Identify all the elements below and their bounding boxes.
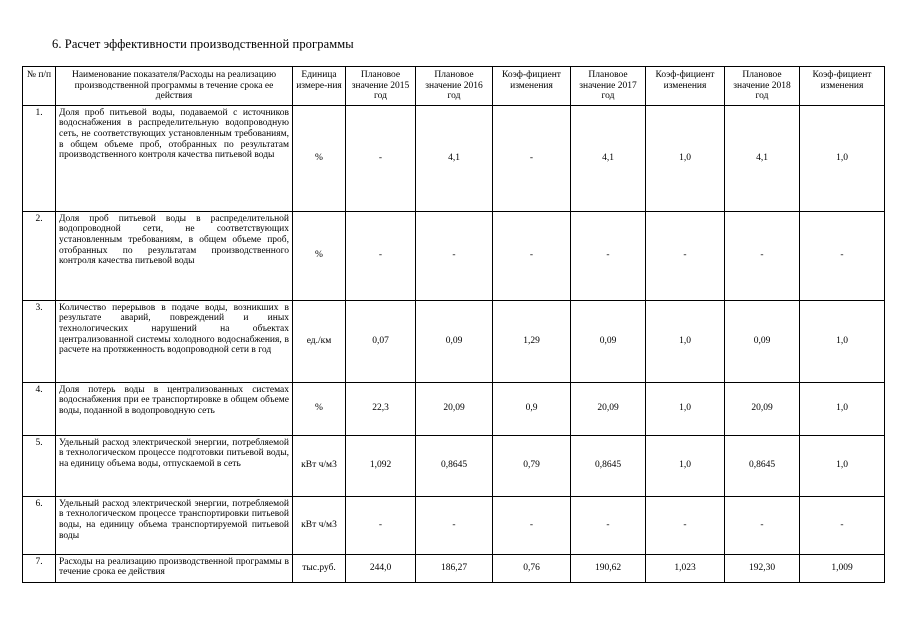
row-number: 6. [23, 496, 56, 554]
plan-2018-cell: - [725, 211, 800, 300]
plan-2017-cell: - [571, 211, 646, 300]
coef-2016-cell: 0,9 [493, 382, 571, 435]
coef-2017-cell: - [646, 496, 725, 554]
indicator-name: Удельный расход электрической энергии, потребляемой в технологическом процессе подготовки питьевой воды, на единицу объема воды, отпускаемой в сеть [56, 435, 293, 496]
plan-2016-cell: - [416, 496, 493, 554]
coef-2016-cell: 1,29 [493, 300, 571, 382]
coef-2017-cell: 1,0 [646, 435, 725, 496]
plan-2016-cell: 0,09 [416, 300, 493, 382]
plan-2018-cell: 20,09 [725, 382, 800, 435]
table-row [23, 496, 885, 554]
coef-2017-cell: 1,0 [646, 105, 725, 211]
indicator-name: Удельный расход электрической энергии, потребляемой в технологическом процессе транспортировки питьевой воды, на единицу объема транспортируемой питьевой воды [56, 496, 293, 554]
plan-2017-cell: 0,8645 [571, 435, 646, 496]
plan-2016-cell: 20,09 [416, 382, 493, 435]
table-row [23, 300, 885, 382]
plan-2016-cell: 0,8645 [416, 435, 493, 496]
table-row [23, 435, 885, 496]
header-num: № п/п [23, 67, 56, 106]
row-number: 7. [23, 554, 56, 582]
table-row [23, 211, 885, 300]
plan-2015-cell: - [346, 105, 416, 211]
header-plan-2017: Плановое значение 2017 год [571, 67, 646, 106]
plan-2015-cell: 1,092 [346, 435, 416, 496]
plan-2017-cell: - [571, 496, 646, 554]
plan-2015-cell: 244,0 [346, 554, 416, 582]
coef-2018-cell: 1,009 [800, 554, 885, 582]
coef-2018-cell: - [800, 211, 885, 300]
header-coef-2017: Коэф-фициент изменения [646, 67, 725, 106]
unit-cell: ед./км [293, 300, 346, 382]
plan-2015-cell: - [346, 211, 416, 300]
plan-2018-cell: 0,09 [725, 300, 800, 382]
plan-2018-cell: - [725, 496, 800, 554]
coef-2017-cell: 1,023 [646, 554, 725, 582]
indicator-name: Доля потерь воды в централизованных системах водоснабжения при ее транспортировке в общем объеме воды, поданной в водопроводную сеть [56, 382, 293, 435]
row-number: 2. [23, 211, 56, 300]
header-coef-2016: Коэф-фициент изменения [493, 67, 571, 106]
plan-2016-cell: - [416, 211, 493, 300]
row-number: 1. [23, 105, 56, 211]
unit-cell: тыс.руб. [293, 554, 346, 582]
coef-2016-cell: - [493, 105, 571, 211]
coef-2018-cell: - [800, 496, 885, 554]
header-plan-2016: Плановое значение 2016 год [416, 67, 493, 106]
coef-2017-cell: 1,0 [646, 300, 725, 382]
plan-2016-cell: 4,1 [416, 105, 493, 211]
coef-2016-cell: - [493, 496, 571, 554]
plan-2018-cell: 4,1 [725, 105, 800, 211]
unit-cell: кВт ч/м3 [293, 435, 346, 496]
header-plan-2015: Плановое значение 2015 год [346, 67, 416, 106]
plan-2017-cell: 190,62 [571, 554, 646, 582]
plan-2015-cell: 22,3 [346, 382, 416, 435]
plan-2016-cell: 186,27 [416, 554, 493, 582]
indicator-name: Доля проб питьевой воды в распределительной водопроводной сети, не соответствующих установленным требованиям, в общем объеме проб, отобранных по результатам производственного контроля качества питьевой воды [56, 211, 293, 300]
coef-2017-cell: - [646, 211, 725, 300]
plan-2018-cell: 0,8645 [725, 435, 800, 496]
unit-cell: % [293, 105, 346, 211]
section-title: 6. Расчет эффективности производственной программы [52, 37, 354, 51]
row-number: 3. [23, 300, 56, 382]
unit-cell: % [293, 211, 346, 300]
plan-2015-cell: 0,07 [346, 300, 416, 382]
plan-2017-cell: 0,09 [571, 300, 646, 382]
efficiency-table [22, 66, 885, 583]
plan-2018-cell: 192,30 [725, 554, 800, 582]
indicator-name: Количество перерывов в подаче воды, возникших в результате аварий, повреждений и иных технологических нарушений на объектах централизованной системы холодного водоснабжения, в расчете на протяженность водопроводной сети в год [56, 300, 293, 382]
table-row [23, 105, 885, 211]
header-name: Наименование показателя/Расходы на реализацию производственной программы в течение срока ее действия [56, 67, 293, 106]
coef-2018-cell: 1,0 [800, 105, 885, 211]
coef-2017-cell: 1,0 [646, 382, 725, 435]
indicator-name: Расходы на реализацию производственной программы в течение срока ее действия [56, 554, 293, 582]
coef-2018-cell: 1,0 [800, 435, 885, 496]
coef-2016-cell: 0,79 [493, 435, 571, 496]
unit-cell: кВт ч/м3 [293, 496, 346, 554]
table-row [23, 382, 885, 435]
row-number: 5. [23, 435, 56, 496]
coef-2018-cell: 1,0 [800, 382, 885, 435]
table-row [23, 554, 885, 582]
table-header-row [23, 67, 885, 106]
row-number: 4. [23, 382, 56, 435]
coef-2016-cell: - [493, 211, 571, 300]
header-coef-2018: Коэф-фициент изменения [800, 67, 885, 106]
plan-2015-cell: - [346, 496, 416, 554]
plan-2017-cell: 4,1 [571, 105, 646, 211]
plan-2017-cell: 20,09 [571, 382, 646, 435]
indicator-name: Доля проб питьевой воды, подаваемой с источников водоснабжения в распределительную водопроводную сеть, не соответствующих установленным требованиям, в общем объеме проб, отобранных по результатам производственного контроля качества питьевой воды [56, 105, 293, 211]
header-plan-2018: Плановое значение 2018 год [725, 67, 800, 106]
unit-cell: % [293, 382, 346, 435]
header-unit: Единица измере-ния [293, 67, 346, 106]
coef-2018-cell: 1,0 [800, 300, 885, 382]
coef-2016-cell: 0,76 [493, 554, 571, 582]
